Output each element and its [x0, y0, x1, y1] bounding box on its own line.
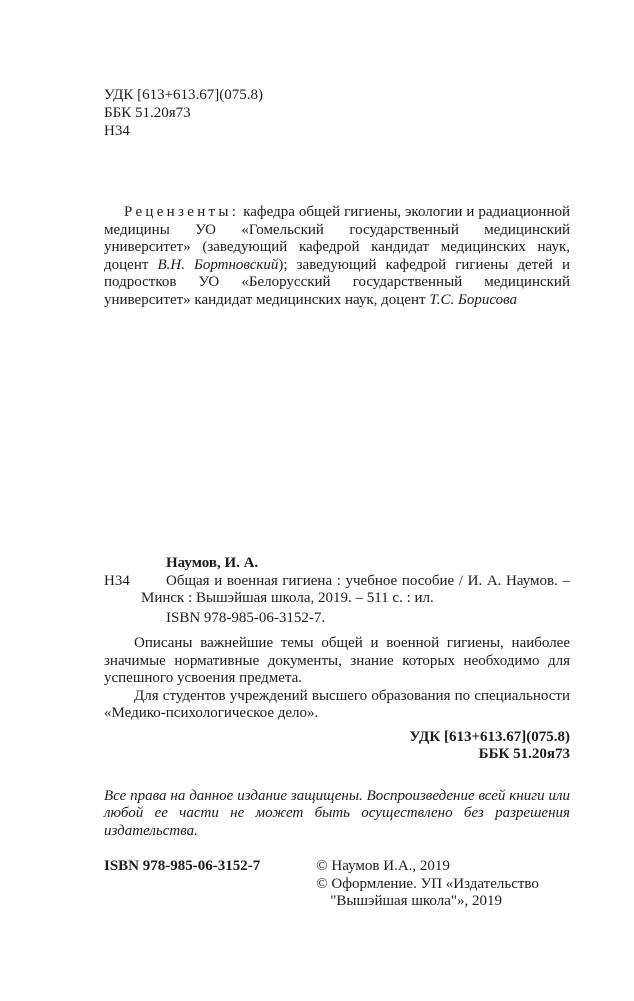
reviewers-label: Рецензенты:: [124, 204, 240, 220]
udk-code-bottom: УДК [613+613.67](075.8): [409, 728, 570, 745]
catalog-card: [104, 555, 570, 627]
top-catalog-codes: [104, 86, 570, 140]
isbn-catalog: ISBN 978-985-06-3152-7.: [166, 609, 326, 626]
bottom-catalog-codes: [104, 729, 570, 764]
reviewer-name-1: В.Н. Бортновский: [157, 256, 279, 273]
udk-code-top: УДК [613+613.67](075.8): [104, 87, 264, 103]
author-sign-top: Н34: [104, 123, 130, 139]
imprint-footer: [104, 858, 570, 911]
bbk-code-top: ББК 51.20я73: [104, 105, 191, 121]
catalog-author: Наумов, И. А.: [166, 555, 259, 571]
copyright-block: [316, 858, 539, 911]
bbk-code-bottom: ББК 51.20я73: [478, 746, 570, 762]
copyright-publisher-line-2: "Вышэйшая школа"», 2019: [330, 893, 502, 909]
bibliographic-description: Общая и военная гигиена : учебное пособие / И. А. Наумов. – Минск : Вышэйшая школа, 2019. – 511 с. : ил.: [141, 572, 570, 606]
author-sign: Н34: [104, 573, 130, 589]
reviewers-text-1: кафедра общей гигиены, экологии и радиационной медицины УО «Гомельский государственный медицинский университет» (заведующий кафедрой кандидат медицинских наук, доцент: [104, 204, 570, 273]
annotation: [104, 635, 570, 723]
annotation-paragraph-2: Для студентов учреждений высшего образования по специальности «Медико-психологическое дело».: [104, 687, 570, 721]
rights-notice: Все права на данное издание защищены. Воспроизведение всей книги или любой ее части не может быть осуществлено без разрешения издательства.: [104, 787, 570, 839]
annotation-paragraph-1: Описаны важнейшие темы общей и военной гигиены, наиболее значимые нормативные документы, знание которых необходимо для успешного усвоения предмета.: [104, 635, 570, 686]
reviewers-text-2: ); заведующий кафедрой гигиены детей и подростков УО «Белорусский государственный медицинский университет» кандидат медицинских наук, доцент: [104, 256, 570, 308]
copyright-author: © Наумов И.А., 2019: [316, 858, 450, 874]
reviewers-paragraph: [104, 204, 570, 309]
reviewer-name-2: Т.С. Борисова: [429, 291, 518, 308]
copyright-publisher-line-1: © Оформление. УП «Издательство: [316, 875, 539, 892]
isbn-footer: ISBN 978-985-06-3152-7: [104, 858, 261, 874]
